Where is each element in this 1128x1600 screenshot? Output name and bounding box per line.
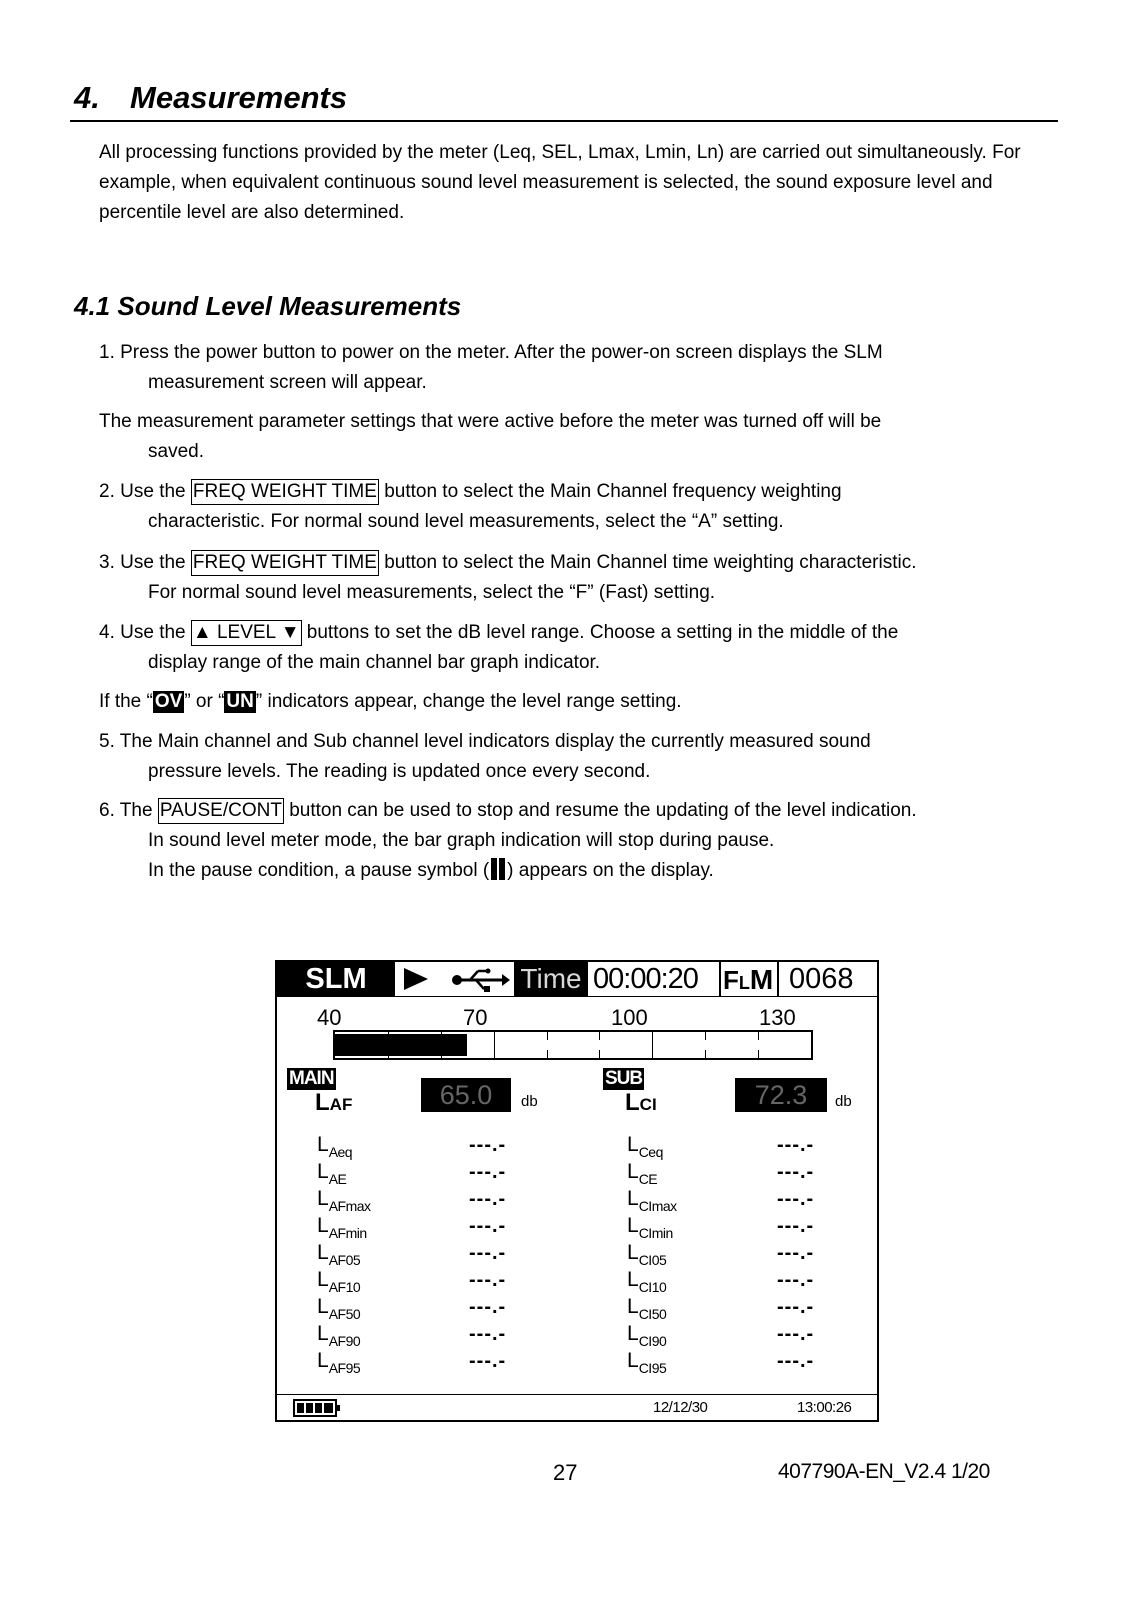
note-1-line-1: The measurement parameter settings that were active before the meter was turned off will be [99,411,882,432]
step-4-line-2: display range of the main channel bar graph indicator. [148,652,601,673]
bar-tick [599,1032,600,1040]
meter-date: 12/12/30 [653,1399,708,1416]
main-channel-label [315,1089,352,1119]
sub-row-value: ---.- [777,1161,815,1183]
sub-row: $L_{Ceq}$ [627,1133,663,1160]
bar-tick [494,1032,495,1058]
status-separator [777,962,779,996]
sub-row: $L_{CE}$ [627,1160,658,1187]
meter-display [275,960,879,1422]
record-counter: 0068 [789,963,854,995]
sub-channel-label [625,1089,657,1119]
freq-weight-time-key: FREQ WEIGHT TIME [191,479,379,505]
bar-tick [652,1032,653,1058]
sub-row: $L_{CI95}$ [627,1349,667,1376]
bar-tick [441,1032,442,1040]
bar-tick [758,1032,759,1040]
note-settings-saved [99,407,1059,467]
sub-row: $L_{CI50}$ [627,1295,667,1322]
main-row: $L_{AFmin}$ [317,1214,367,1241]
main-channel-sub: AF [329,1095,353,1114]
freq-weight-time-key: FREQ WEIGHT TIME [191,550,379,576]
step-2-pre: 2. Use the [99,481,191,502]
bar-tick [388,1032,389,1040]
sub-row-value: ---.- [777,1350,815,1372]
note-ov-un [99,687,1059,717]
pause-cont-key: PAUSE/CONT [158,798,284,824]
step-4-pre: 4. Use the [99,622,191,643]
step-5 [99,727,1059,787]
sub-channel-tag: SUB [605,1068,643,1089]
step-2 [99,477,1059,537]
sub-row-value: ---.- [777,1323,815,1345]
elapsed-time: 00:00:20 [593,963,698,995]
main-row-value: ---.- [469,1296,507,1318]
main-unit: db [521,1093,538,1110]
step-1-line-2: measurement screen will appear. [148,372,427,393]
sub-channel-l: L [625,1089,640,1116]
sub-row: $L_{CI10}$ [627,1268,667,1295]
usb-icon [450,968,510,992]
step-6-line-3 [99,856,1059,886]
status-separator [719,962,721,996]
main-channel-tag: MAIN [289,1068,334,1089]
sub-row-value: ---.- [777,1188,815,1210]
sub-row-value: ---.- [777,1134,815,1156]
step-5-line-2: pressure levels. The reading is updated once every second. [148,761,651,782]
scale-label: 70 [463,1005,488,1030]
main-row-value: ---.- [469,1350,507,1372]
battery-icon [293,1398,341,1418]
sub-unit: db [835,1093,852,1110]
note-2-mid: ” or “ [184,691,225,712]
main-row: $L_{AF05}$ [317,1241,361,1268]
sub-row: $L_{CImin}$ [627,1214,673,1241]
fl-mode-f: F [723,965,739,995]
sub-level-value: 72.3 [735,1078,827,1112]
bar-tick [758,1050,759,1058]
main-row: $L_{AF90}$ [317,1322,361,1349]
step-3-post: button to select the Main Channel time weighting characteristic. [378,552,917,573]
scale-label: 100 [611,1005,648,1030]
main-row: $L_{AE}$ [317,1160,347,1187]
heading-rule [70,120,1058,122]
step-6-line-3-pre: In the pause condition, a pause symbol ( [148,860,490,881]
step-6-line-2: In sound level meter mode, the bar graph indication will stop during pause. [148,830,775,851]
main-level-value: 65.0 [421,1078,511,1112]
bar-tick [441,1050,442,1058]
subsection-title: 4.1 Sound Level Measurements [74,291,462,321]
main-row: $L_{AFmax}$ [317,1187,371,1214]
mode-indicator: SLM [277,962,395,996]
meter-status-bar [277,962,877,998]
document-id: 407790A-EN_V2.4 1/20 [778,1460,990,1483]
main-row-value: ---.- [469,1161,507,1183]
scale-label: 130 [759,1005,796,1030]
step-6-pre: 6. The [99,800,158,821]
main-channel-l: L [315,1089,330,1116]
note-2-pre: If the “ [99,691,153,712]
fl-mode-l: L [738,973,750,993]
step-4 [99,618,1059,678]
main-row-value: ---.- [469,1269,507,1291]
bar-tick [547,1032,548,1040]
intro-paragraph: All processing functions provided by the meter (Leq, SEL, Lmax, Lmin, Ln) are carried out simultaneously. For example, when equivalent continuous sound level measurement is selected, the sound exposure level and percentile level are also determined. [99,142,1021,223]
step-6-line-3-post: ) appears on the display. [507,860,714,881]
sub-row: $L_{CI05}$ [627,1241,667,1268]
bar-tick [388,1050,389,1058]
footer-divider [277,1394,877,1395]
un-indicator: UN [226,691,254,712]
sub-row-value: ---.- [777,1215,815,1237]
step-5-line-1: 5. The Main channel and Sub channel level indicators display the currently measured sound [99,731,871,752]
main-row-value: ---.- [469,1215,507,1237]
fl-mode-m: M [749,964,774,995]
note-2-post: ” indicators appear, change the level range setting. [255,691,682,712]
main-row: $L_{AF10}$ [317,1268,361,1295]
bar-tick [705,1032,706,1040]
fl-mode-indicator [723,962,783,996]
play-icon [399,962,439,996]
main-row-value: ---.- [469,1188,507,1210]
main-row-value: ---.- [469,1323,507,1345]
sub-row-value: ---.- [777,1269,815,1291]
sub-row-value: ---.- [777,1242,815,1264]
bar-tick [547,1050,548,1058]
sub-row: $L_{CI90}$ [627,1322,667,1349]
main-row-value: ---.- [469,1242,507,1264]
main-row: $L_{Aeq}$ [317,1133,353,1160]
level-bar-graph [333,1030,813,1060]
step-2-line-2: characteristic. For normal sound level measurements, select the “A” setting. [148,511,784,532]
step-3 [99,548,1059,608]
scale-label: 40 [317,1005,342,1030]
sub-channel-sub: CI [639,1095,657,1114]
section-heading [74,80,347,116]
level-bar-fill [335,1034,467,1056]
step-1 [99,338,1059,398]
step-3-line-2: For normal sound level measurements, select the “F” (Fast) setting. [148,582,716,603]
level-keys: ▲ LEVEL ▼ [191,620,302,646]
status-divider [277,996,877,997]
page-number: 27 [553,1460,578,1485]
sub-row-value: ---.- [777,1296,815,1318]
step-3-pre: 3. Use the [99,552,191,573]
step-6 [99,796,1059,886]
note-1-line-2: saved. [148,441,204,462]
main-row: $L_{AF50}$ [317,1295,361,1322]
section-title: Measurements [130,80,348,115]
bar-tick [599,1050,600,1058]
main-row: $L_{AF95}$ [317,1349,361,1376]
step-6-post: button can be used to stop and resume the updating of the level indication. [283,800,917,821]
step-4-post: buttons to set the dB level range. Choose a setting in the middle of the [301,622,899,643]
step-1-line-1: 1. Press the power button to power on the meter. After the power-on screen displays the SLM [99,342,883,363]
section-number: 4. [74,80,100,115]
meter-clock: 13:00:26 [797,1399,852,1416]
main-row-value: ---.- [469,1134,507,1156]
pause-icon [489,858,507,880]
bar-tick [705,1050,706,1058]
time-label: Time [514,962,588,996]
step-2-post: button to select the Main Channel frequency weighting [378,481,842,502]
ov-indicator: OV [154,691,183,712]
sub-row: $L_{CImax}$ [627,1187,677,1214]
